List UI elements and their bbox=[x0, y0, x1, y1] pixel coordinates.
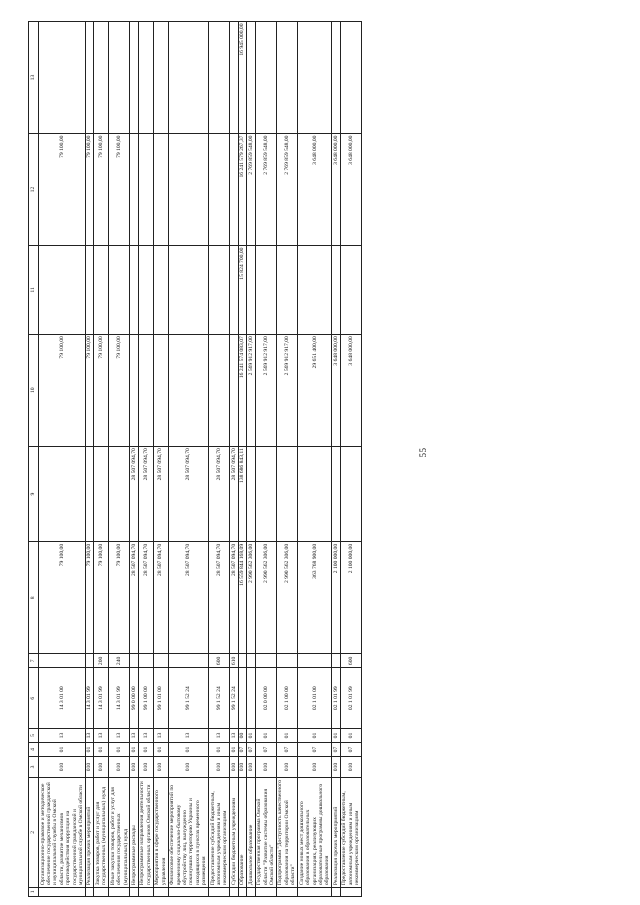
row-index-cell bbox=[85, 887, 93, 896]
column-number: 6 bbox=[29, 668, 39, 729]
amount-col10: 2 569 912 917,00 bbox=[247, 334, 255, 446]
section-code: 01 bbox=[153, 743, 168, 757]
expense-type-code bbox=[168, 654, 209, 668]
amount-col9 bbox=[94, 446, 109, 542]
target-article-code: 02 1 01 99 bbox=[340, 668, 361, 729]
table-row bbox=[39, 22, 86, 897]
ministry-code: 010 bbox=[332, 757, 340, 778]
amount-col8: 363 768 900,00 bbox=[298, 542, 332, 654]
amount-col11 bbox=[109, 246, 130, 335]
target-article-code bbox=[247, 668, 255, 729]
table-row bbox=[276, 22, 297, 897]
amount-col11 bbox=[230, 246, 238, 335]
table-row bbox=[298, 22, 332, 897]
expense-name: Предоставление субсидий бюджетным, автономным учреждениям и иным некоммерческим организациям bbox=[209, 778, 230, 888]
amount-col8: 16 559 844 168,09 bbox=[238, 542, 246, 654]
subsection-code: 13 bbox=[168, 729, 209, 743]
amount-col12: 79 100,00 bbox=[39, 134, 86, 246]
subsection-code: 13 bbox=[230, 729, 238, 743]
ministry-code: 010 bbox=[109, 757, 130, 778]
expense-name: Закупка товаров, работ и услуг для государственных (муниципальных) нужд bbox=[94, 778, 109, 888]
expense-name: Создание новых мест дошкольного образования в образовательных организациях, реализующих образовательные программы дошкольного образования bbox=[298, 778, 332, 888]
expense-type-code bbox=[255, 654, 276, 668]
amount-col10: 79 100,00 bbox=[94, 334, 109, 446]
amount-col8: 79 100,00 bbox=[85, 542, 93, 654]
table-row bbox=[138, 22, 153, 897]
table-row bbox=[255, 22, 276, 897]
expense-name: Реализация прочих мероприятий bbox=[85, 778, 93, 888]
target-article-code: 14 3 01 99 bbox=[85, 668, 93, 729]
section-code: 01 bbox=[130, 743, 138, 757]
amount-col12: 3 648 000,00 bbox=[332, 134, 340, 246]
table-row bbox=[94, 22, 109, 897]
amount-col8: 28 507 094,70 bbox=[130, 542, 138, 654]
column-number: 2 bbox=[29, 778, 39, 888]
amount-col10: 3 648 000,00 bbox=[340, 334, 361, 446]
amount-col9: 28 507 094,70 bbox=[168, 446, 209, 542]
section-code: 07 bbox=[298, 743, 332, 757]
amount-col10 bbox=[230, 334, 238, 446]
target-article-code: 99 1 52 24 bbox=[209, 668, 230, 729]
subsection-code: 13 bbox=[94, 729, 109, 743]
amount-col9 bbox=[298, 446, 332, 542]
section-code: 07 bbox=[276, 743, 297, 757]
ministry-code: 010 bbox=[138, 757, 153, 778]
amount-col10 bbox=[138, 334, 153, 446]
amount-col8: 2 990 562 306,00 bbox=[255, 542, 276, 654]
expense-name: Образование bbox=[238, 778, 246, 888]
amount-col8: 2 100 000,00 bbox=[332, 542, 340, 654]
row-index-cell bbox=[109, 887, 130, 896]
ministry-code: 010 bbox=[238, 757, 246, 778]
row-index-cell bbox=[153, 887, 168, 896]
ministry-code: 010 bbox=[255, 757, 276, 778]
ministry-code: 010 bbox=[168, 757, 209, 778]
subsection-code: 13 bbox=[109, 729, 130, 743]
section-code: 01 bbox=[138, 743, 153, 757]
amount-col13 bbox=[255, 22, 276, 134]
expense-type-code bbox=[130, 654, 138, 668]
row-index-cell bbox=[168, 887, 209, 896]
row-index-cell bbox=[94, 887, 109, 896]
amount-col13 bbox=[39, 22, 86, 134]
amount-col10: 16 241 574 083,07 bbox=[238, 334, 246, 446]
target-article-code bbox=[238, 668, 246, 729]
expense-name: Организационно-правовое и методическое обеспечение государственной гражданской и муниципальной службы в Омской области, развитие механизмов противодействия коррупции на государственной гражданской и муниципальной службе в Омской области bbox=[39, 778, 86, 888]
expense-name: Дошкольное образование bbox=[247, 778, 255, 888]
amount-col11 bbox=[298, 246, 332, 335]
subsection-code: 01 bbox=[340, 729, 361, 743]
amount-col9: 28 507 094,70 bbox=[130, 446, 138, 542]
table-row bbox=[109, 22, 130, 897]
amount-col12 bbox=[138, 134, 153, 246]
amount-col8: 28 507 094,70 bbox=[138, 542, 153, 654]
amount-col13 bbox=[247, 22, 255, 134]
amount-col12: 3 648 000,00 bbox=[340, 134, 361, 246]
page-number: 55 bbox=[418, 447, 428, 458]
amount-col8: 79 100,00 bbox=[94, 542, 109, 654]
amount-col8: 28 507 094,70 bbox=[209, 542, 230, 654]
expense-name: Подпрограмма "Доступность качественного образования на территории Омской области" bbox=[276, 778, 297, 888]
amount-col13 bbox=[130, 22, 138, 134]
expense-type-code: 610 bbox=[230, 654, 238, 668]
subsection-code: 13 bbox=[209, 729, 230, 743]
amount-col9: 138 686 843,11 bbox=[238, 446, 246, 542]
amount-col13 bbox=[94, 22, 109, 134]
amount-col8: 28 507 094,70 bbox=[153, 542, 168, 654]
amount-col13 bbox=[168, 22, 209, 134]
column-number-row bbox=[29, 22, 39, 897]
amount-col12 bbox=[209, 134, 230, 246]
amount-col11 bbox=[209, 246, 230, 335]
amount-col13 bbox=[340, 22, 361, 134]
expense-name: Непрограммные расходы bbox=[130, 778, 138, 888]
target-article-code: 02 1 00 00 bbox=[276, 668, 297, 729]
amount-col10: 79 100,00 bbox=[109, 334, 130, 446]
amount-col10: 2 569 912 917,00 bbox=[276, 334, 297, 446]
amount-col11 bbox=[332, 246, 340, 335]
row-index-cell bbox=[247, 887, 255, 896]
amount-col8: 2 990 562 306,00 bbox=[247, 542, 255, 654]
table-row bbox=[209, 22, 230, 897]
amount-col10: 29 651 400,00 bbox=[298, 334, 332, 446]
amount-col13 bbox=[230, 22, 238, 134]
amount-col10: 2 569 912 917,00 bbox=[255, 334, 276, 446]
row-index-cell bbox=[39, 887, 86, 896]
amount-col12: 3 648 000,00 bbox=[298, 134, 332, 246]
amount-col11 bbox=[94, 246, 109, 335]
target-article-code: 14 3 01 99 bbox=[94, 668, 109, 729]
amount-col11 bbox=[276, 246, 297, 335]
subsection-code: 00 bbox=[238, 729, 246, 743]
amount-col13 bbox=[298, 22, 332, 134]
amount-col12: 79 100,00 bbox=[85, 134, 93, 246]
table-row bbox=[247, 22, 255, 897]
ministry-code: 010 bbox=[153, 757, 168, 778]
target-article-code: 99 1 52 24 bbox=[230, 668, 238, 729]
amount-col9 bbox=[255, 446, 276, 542]
section-code: 01 bbox=[85, 743, 93, 757]
amount-col9 bbox=[85, 446, 93, 542]
amount-col12: 16 241 579 267,37 bbox=[238, 134, 246, 246]
amount-col12: 79 100,00 bbox=[109, 134, 130, 246]
amount-col13 bbox=[332, 22, 340, 134]
ministry-code: 010 bbox=[85, 757, 93, 778]
column-number: 1 bbox=[29, 887, 39, 896]
subsection-code: 13 bbox=[85, 729, 93, 743]
amount-col11: 15 824 700,00 bbox=[238, 246, 246, 335]
amount-col11 bbox=[130, 246, 138, 335]
section-code: 01 bbox=[39, 743, 86, 757]
amount-col11 bbox=[138, 246, 153, 335]
ministry-code: 010 bbox=[230, 757, 238, 778]
amount-col13 bbox=[109, 22, 130, 134]
amount-col8: 28 507 094,70 bbox=[168, 542, 209, 654]
column-number: 3 bbox=[29, 757, 39, 778]
amount-col8: 2 100 000,00 bbox=[340, 542, 361, 654]
expense-type-code bbox=[332, 654, 340, 668]
section-code: 07 bbox=[332, 743, 340, 757]
amount-col11 bbox=[153, 246, 168, 335]
table-row bbox=[230, 22, 238, 897]
section-code: 01 bbox=[209, 743, 230, 757]
amount-col8: 79 100,00 bbox=[39, 542, 86, 654]
subsection-code: 01 bbox=[276, 729, 297, 743]
expense-name: Мероприятия в сфере государственного управления bbox=[153, 778, 168, 888]
expense-type-code bbox=[276, 654, 297, 668]
row-index-cell bbox=[209, 887, 230, 896]
amount-col11 bbox=[247, 246, 255, 335]
amount-col12 bbox=[230, 134, 238, 246]
expense-name: Непрограммные направления деятельности государственных органов Омской области bbox=[138, 778, 153, 888]
table-row bbox=[85, 22, 93, 897]
target-article-code: 02 1 01 99 bbox=[332, 668, 340, 729]
column-number: 12 bbox=[29, 134, 39, 246]
amount-col10 bbox=[168, 334, 209, 446]
amount-col9 bbox=[332, 446, 340, 542]
column-number: 9 bbox=[29, 446, 39, 542]
amount-col12: 2 769 859 548,00 bbox=[247, 134, 255, 246]
amount-col13 bbox=[209, 22, 230, 134]
amount-col12 bbox=[130, 134, 138, 246]
row-index-cell bbox=[138, 887, 153, 896]
target-article-code: 14 3 01 99 bbox=[109, 668, 130, 729]
expense-type-code bbox=[238, 654, 246, 668]
amount-col9: 28 507 094,70 bbox=[230, 446, 238, 542]
amount-col11 bbox=[255, 246, 276, 335]
amount-col12: 2 769 859 548,00 bbox=[255, 134, 276, 246]
table-row bbox=[238, 22, 246, 897]
amount-col9 bbox=[247, 446, 255, 542]
expense-type-code bbox=[39, 654, 86, 668]
amount-col11 bbox=[168, 246, 209, 335]
row-index-cell bbox=[130, 887, 138, 896]
amount-col9: 28 507 094,70 bbox=[153, 446, 168, 542]
expense-type-code: 200 bbox=[94, 654, 109, 668]
subsection-code: 13 bbox=[130, 729, 138, 743]
column-number: 5 bbox=[29, 729, 39, 743]
amount-col10 bbox=[130, 334, 138, 446]
amount-col9: 28 507 094,70 bbox=[138, 446, 153, 542]
amount-col11 bbox=[85, 246, 93, 335]
amount-col9 bbox=[39, 446, 86, 542]
section-code: 01 bbox=[168, 743, 209, 757]
expense-type-code: 240 bbox=[109, 654, 130, 668]
target-article-code: 99 0 00 00 bbox=[130, 668, 138, 729]
expense-type-code: 600 bbox=[209, 654, 230, 668]
table-row bbox=[130, 22, 138, 897]
amount-col13 bbox=[276, 22, 297, 134]
table-row bbox=[340, 22, 361, 897]
amount-col12: 79 100,00 bbox=[94, 134, 109, 246]
ministry-code: 010 bbox=[39, 757, 86, 778]
ministry-code: 010 bbox=[298, 757, 332, 778]
amount-col8: 28 507 094,70 bbox=[230, 542, 238, 654]
section-code: 07 bbox=[340, 743, 361, 757]
section-code: 07 bbox=[255, 743, 276, 757]
target-article-code: 99 1 52 24 bbox=[168, 668, 209, 729]
ministry-code: 010 bbox=[276, 757, 297, 778]
amount-col8: 79 100,00 bbox=[109, 542, 130, 654]
expense-name: Иные закупки товаров, работ и услуг для обеспечения государственных (муниципальных) нужд bbox=[109, 778, 130, 888]
amount-col13 bbox=[85, 22, 93, 134]
amount-col13 bbox=[138, 22, 153, 134]
target-article-code: 14 3 01 00 bbox=[39, 668, 86, 729]
amount-col13 bbox=[153, 22, 168, 134]
ministry-code: 010 bbox=[130, 757, 138, 778]
table-row bbox=[332, 22, 340, 897]
amount-col10: 79 100,00 bbox=[39, 334, 86, 446]
ministry-code: 010 bbox=[340, 757, 361, 778]
column-number: 13 bbox=[29, 22, 39, 134]
column-number: 8 bbox=[29, 542, 39, 654]
section-code: 01 bbox=[230, 743, 238, 757]
column-number: 4 bbox=[29, 743, 39, 757]
expense-type-code: 600 bbox=[340, 654, 361, 668]
row-index-cell bbox=[298, 887, 332, 896]
ministry-code: 010 bbox=[209, 757, 230, 778]
expense-type-code bbox=[153, 654, 168, 668]
amount-col12: 2 769 859 548,00 bbox=[276, 134, 297, 246]
amount-col9: 28 507 094,70 bbox=[209, 446, 230, 542]
row-index-cell bbox=[276, 887, 297, 896]
expense-name: Предоставление субсидий бюджетным, автономным учреждениям и иным некоммерческим организациям bbox=[340, 778, 361, 888]
expense-type-code bbox=[138, 654, 153, 668]
column-number: 10 bbox=[29, 334, 39, 446]
amount-col10: 3 648 000,00 bbox=[332, 334, 340, 446]
section-code: 07 bbox=[247, 743, 255, 757]
subsection-code: 01 bbox=[298, 729, 332, 743]
target-article-code: 99 1 01 00 bbox=[153, 668, 168, 729]
target-article-code: 02 1 01 00 bbox=[298, 668, 332, 729]
amount-col10 bbox=[153, 334, 168, 446]
row-index-cell bbox=[340, 887, 361, 896]
section-code: 01 bbox=[94, 743, 109, 757]
target-article-code: 99 1 00 00 bbox=[138, 668, 153, 729]
subsection-code: 13 bbox=[138, 729, 153, 743]
expense-name: Государственная программа Омской области "Развитие системы образования Омской области" bbox=[255, 778, 276, 888]
expense-name: Субсидии бюджетным учреждениям bbox=[230, 778, 238, 888]
amount-col11 bbox=[39, 246, 86, 335]
expense-name: Финансовое обеспечение мероприятий по временному социально-бытовому обустройству лиц, вынужденно покинувших территорию Украины и находящихся в пунктах временного размещения bbox=[168, 778, 209, 888]
amount-col12 bbox=[153, 134, 168, 246]
amount-col9 bbox=[109, 446, 130, 542]
ministry-code: 010 bbox=[247, 757, 255, 778]
amount-col10: 79 100,00 bbox=[85, 334, 93, 446]
row-index-cell bbox=[255, 887, 276, 896]
section-code: 07 bbox=[238, 743, 246, 757]
subsection-code: 13 bbox=[153, 729, 168, 743]
subsection-code: 01 bbox=[255, 729, 276, 743]
row-index-cell bbox=[332, 887, 340, 896]
table-row bbox=[153, 22, 168, 897]
expense-type-code bbox=[247, 654, 255, 668]
amount-col8: 2 990 562 306,00 bbox=[276, 542, 297, 654]
subsection-code: 13 bbox=[39, 729, 86, 743]
amount-col11 bbox=[340, 246, 361, 335]
amount-col12 bbox=[168, 134, 209, 246]
expense-name: Реализация прочих мероприятий bbox=[332, 778, 340, 888]
subsection-code: 01 bbox=[247, 729, 255, 743]
target-article-code: 02 0 00 00 bbox=[255, 668, 276, 729]
amount-col9 bbox=[340, 446, 361, 542]
expense-type-code bbox=[85, 654, 93, 668]
amount-col9 bbox=[276, 446, 297, 542]
amount-col13: 16 945 000,00 bbox=[238, 22, 246, 134]
table-row bbox=[168, 22, 209, 897]
row-index-cell bbox=[230, 887, 238, 896]
column-number: 11 bbox=[29, 246, 39, 335]
section-code: 01 bbox=[109, 743, 130, 757]
budget-table bbox=[28, 21, 362, 897]
amount-col10 bbox=[209, 334, 230, 446]
row-index-cell bbox=[238, 887, 246, 896]
ministry-code: 010 bbox=[94, 757, 109, 778]
expense-type-code bbox=[298, 654, 332, 668]
subsection-code: 01 bbox=[332, 729, 340, 743]
column-number: 7 bbox=[29, 654, 39, 668]
